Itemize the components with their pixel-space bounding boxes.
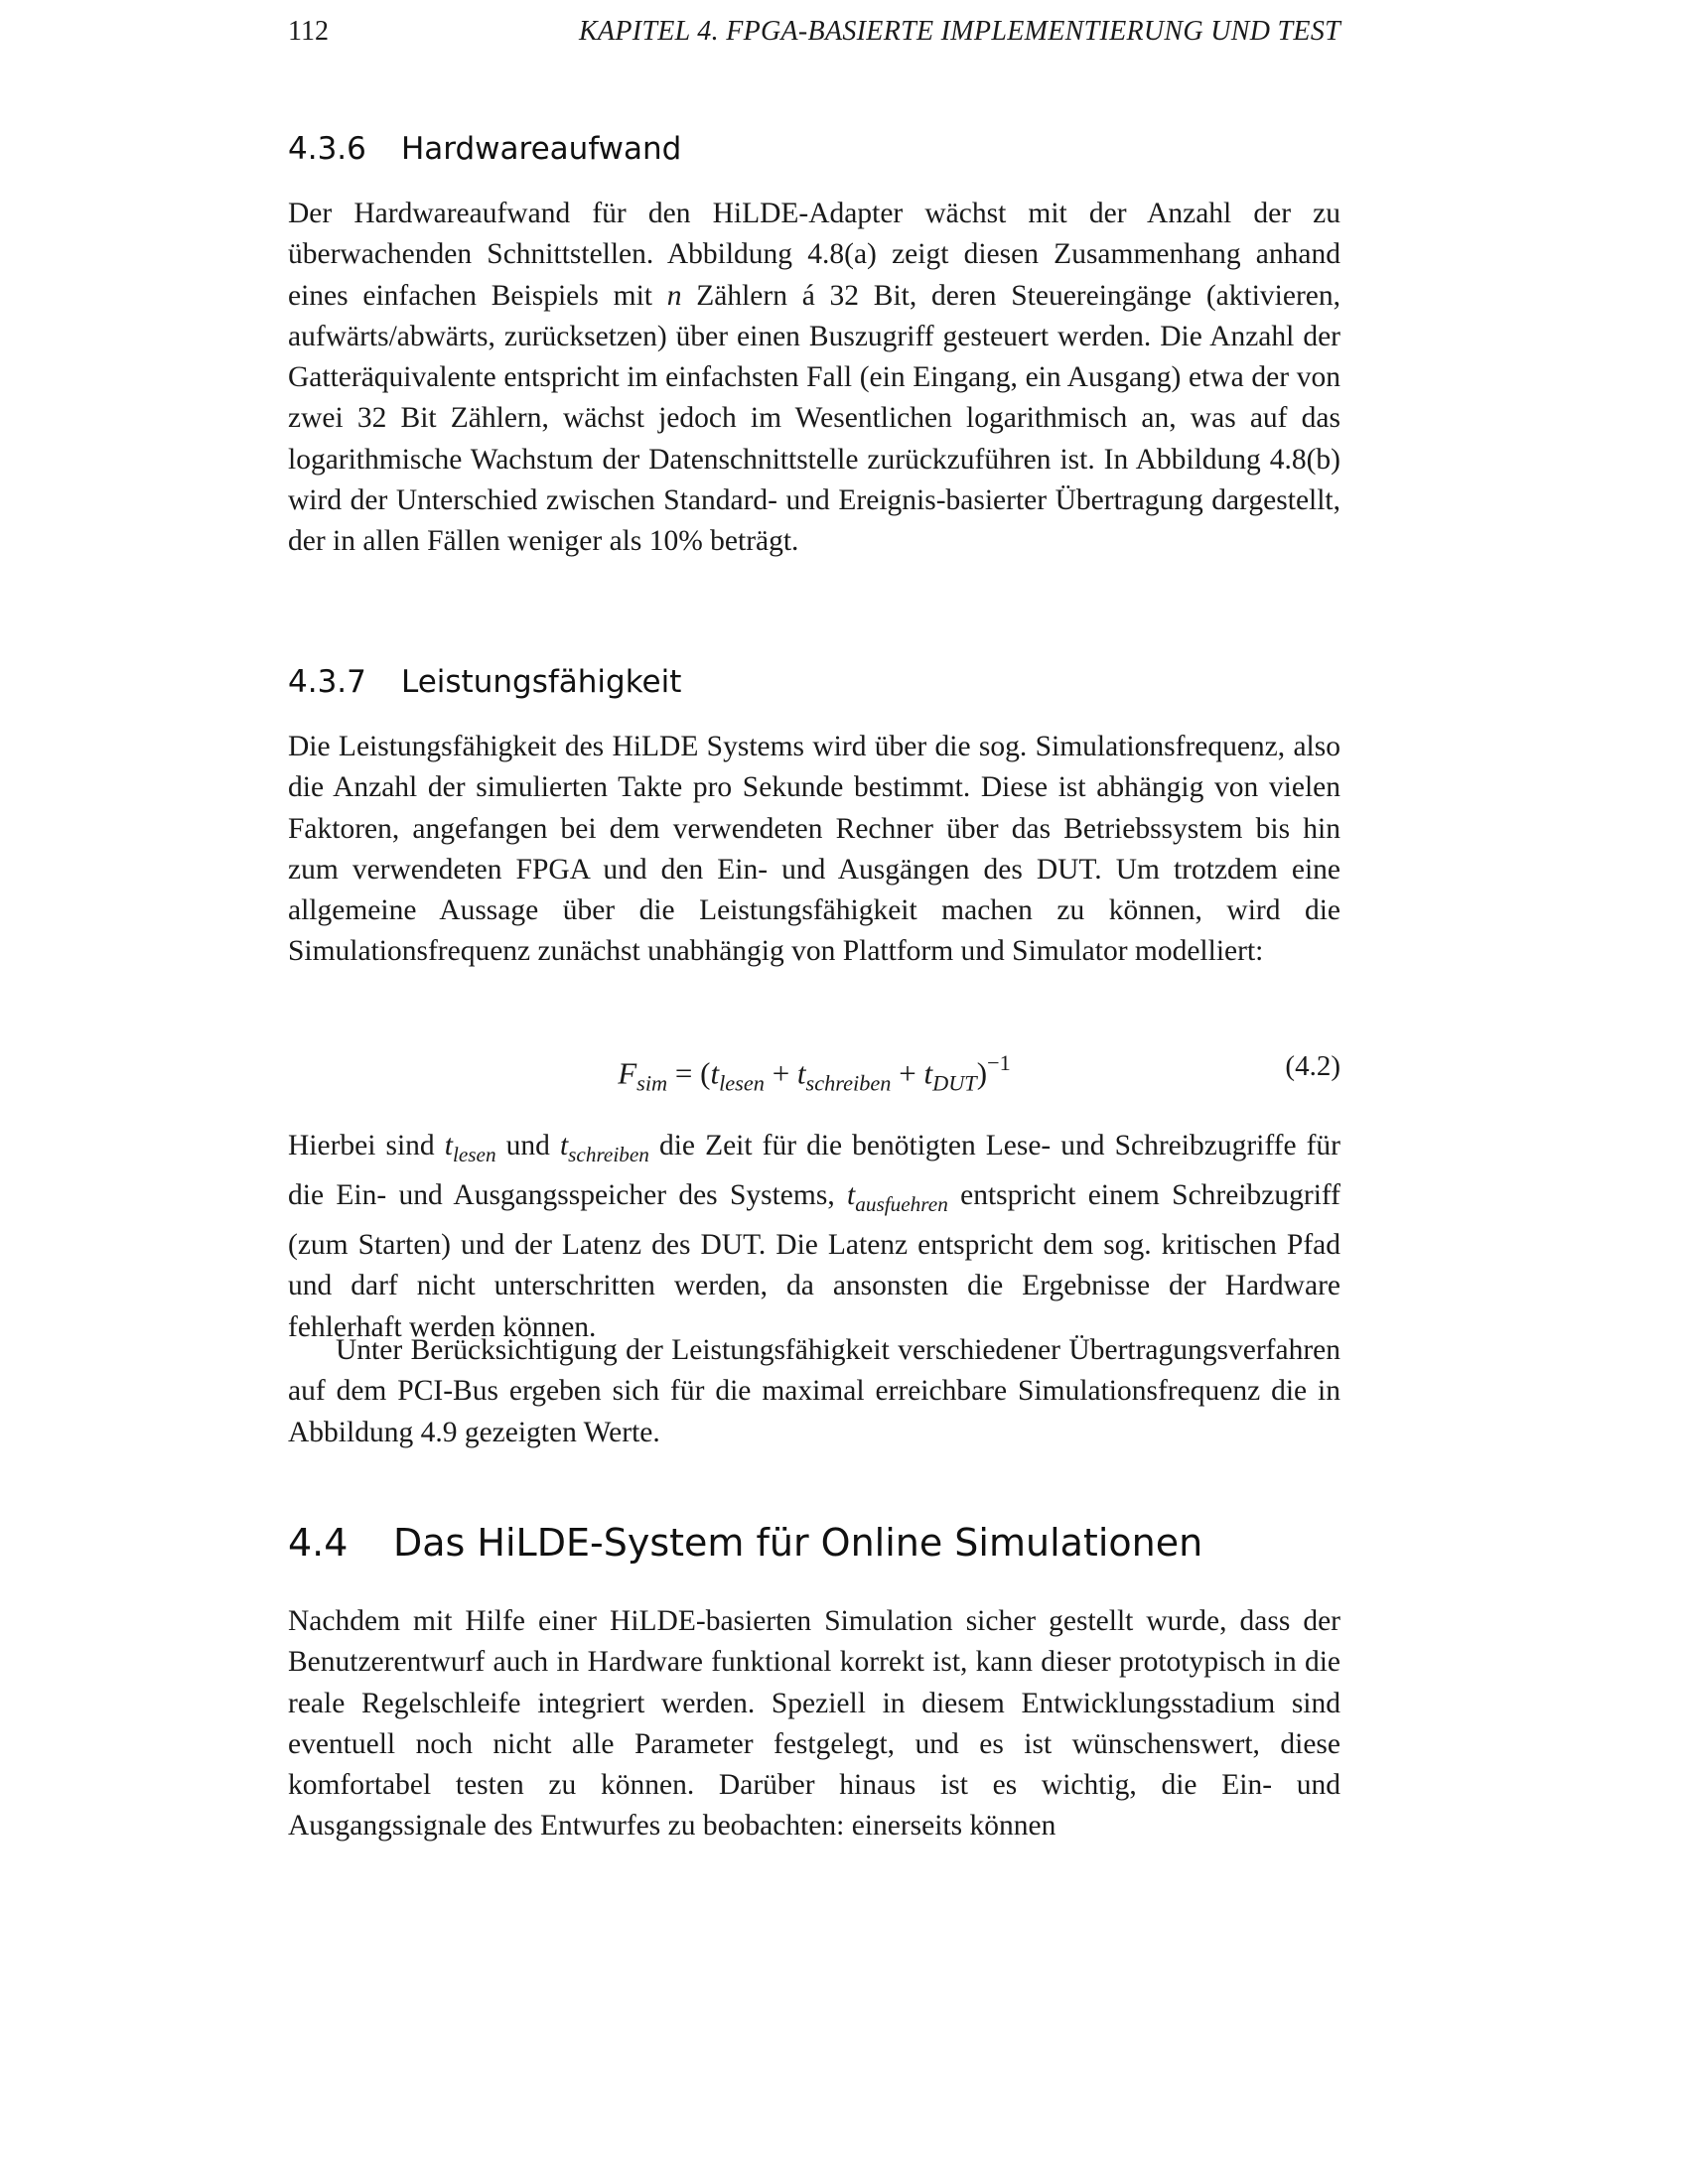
- section-title: Leistungsfähigkeit: [401, 664, 682, 700]
- section-heading-online-simulationen: [288, 1519, 1340, 1567]
- text-run: die Zeit für die benötigten Lese- und Schreibzugriffe für die Ein- und Ausgangsspeicher des Systems,: [288, 1130, 1340, 1212]
- running-head: [288, 16, 1340, 56]
- paragraph-leistungsfaehigkeit-pci: [288, 1330, 1340, 1453]
- text-run: Zählern á 32 Bit, deren Steuereingänge (aktivieren, aufwärts/abwärts, zurücksetzen) über einen Buszugriff gesteuert werden. Die Anzahl der Gatteräquivalente entspricht im einfachsten Fall (ein Eingang, ein Ausgang) etwa der von zwei 32 Bit Zählern, wächst jedoch im Wesentlichen logarithmisch an, was auf das logarithmische Wachstum der Datenschnittstelle zurückzuführen ist. In Abbildung 4.8(b) wird der Unterschied zwischen Standard- und Ereignis-basierter Übertragung dargestellt, der in allen Fällen weniger als 10% beträgt.: [288, 279, 1340, 558]
- math-subscript: schreiben: [805, 1070, 892, 1096]
- text-run: Die Leistungsfähigkeit des HiLDE Systems wird über die sog. Simulationsfrequenz, also die Anzahl der simulierten Takte pro Sekunde bestimmt. Diese ist abhängig von vielen Faktoren, angefangen bei dem verwendeten Rechner über das Betriebssystem bis hin zum verwendeten FPGA und den Ein- und Ausgängen des DUT. Um trotzdem eine allgemeine Aussage über die Leistungsfähigkeit machen zu können, wird die Simulationsfrequenz zunächst unabhängig von Plattform und Simulator modelliert:: [288, 731, 1340, 968]
- paragraph-hardwareaufwand: [288, 194, 1340, 563]
- paragraph-online-simulationen: [288, 1601, 1340, 1847]
- section-number: 4.3.6: [288, 131, 366, 167]
- chapter-title: KAPITEL 4. FPGA-BASIERTE IMPLEMENTIERUNG UND TEST: [578, 16, 1340, 47]
- math-variable-n: n: [666, 279, 682, 312]
- math-symbol: t: [444, 1130, 453, 1161]
- math-symbol: t: [847, 1179, 856, 1212]
- math-superscript: −1: [987, 1050, 1011, 1075]
- math-subscript: lesen: [719, 1070, 765, 1096]
- section-heading-hardwareaufwand: [288, 129, 1340, 169]
- math-symbol: t: [796, 1055, 806, 1091]
- math-subscript: lesen: [452, 1142, 496, 1166]
- text-run: entspricht einem Schreibzugriff (zum Starten) und der Latenz des DUT. Die Latenz entspricht dem sog. kritischen Pfad und darf nicht unterschritten werden, da ansonsten die Ergebnisse der Hardware fehlerhaft werden können.: [288, 1179, 1340, 1343]
- math-subscript: schreiben: [568, 1142, 649, 1166]
- math-operator: +: [891, 1055, 924, 1091]
- math-subscript: DUT: [932, 1070, 977, 1096]
- math-symbol: t: [559, 1130, 569, 1161]
- section-title: Das HiLDE-System für Online Simulationen: [393, 1521, 1203, 1565]
- text-run: Unter Berücksichtigung der Leistungsfähigkeit verschiedener Übertragungsverfahren auf dem PCI-Bus ergeben sich für die maximal erreichbare Simulationsfrequenz die in Abbildung 4.9 gezeigten Werte.: [288, 1334, 1340, 1448]
- page-number: 112: [288, 16, 329, 47]
- paragraph-leistungsfaehigkeit-definitions: [288, 1126, 1340, 1348]
- math-symbol: t: [710, 1055, 720, 1091]
- math-subscript: sim: [636, 1070, 668, 1096]
- math-subscript: ausfuehren: [855, 1191, 948, 1216]
- math-operator: ): [976, 1055, 988, 1091]
- section-number: 4.3.7: [288, 664, 366, 700]
- math-symbol: F: [618, 1055, 637, 1091]
- text-run: und: [495, 1130, 560, 1161]
- math-operator: +: [764, 1055, 797, 1091]
- equation-formula: [288, 1050, 1340, 1097]
- paragraph-leistungsfaehigkeit-intro: [288, 727, 1340, 973]
- section-heading-leistungsfaehigkeit: [288, 662, 1340, 702]
- text-run: Der Hardwareaufwand für den HiLDE-Adapter wächst mit der Anzahl der zu überwachenden Schnittstellen. Abbildung 4.8(a) zeigt diesen Zusammenhang anhand eines einfachen Beispiels mit: [288, 198, 1340, 312]
- text-run: Hierbei sind: [288, 1130, 445, 1161]
- math-operator: = (: [667, 1055, 711, 1091]
- equation-4-2: [288, 1050, 1340, 1094]
- text-run: Nachdem mit Hilfe einer HiLDE-basierten Simulation sicher gestellt wurde, dass der Benutzerentwurf auch in Hardware funktional korrekt ist, kann dieser prototypisch in die reale Regelschleife integriert werden. Speziell in diesem Entwicklungsstadium sind eventuell noch nicht alle Parameter festgelegt, und es ist wünschenswert, diese komfortabel testen zu können. Darüber hinaus ist es wichtig, die Ein- und Ausgangssignale des Entwurfes zu beobachten: einerseits können: [288, 1605, 1340, 1843]
- math-symbol: t: [923, 1055, 933, 1091]
- equation-number: (4.2): [1285, 1050, 1340, 1082]
- section-number: 4.4: [288, 1521, 349, 1565]
- section-title: Hardwareaufwand: [401, 131, 682, 167]
